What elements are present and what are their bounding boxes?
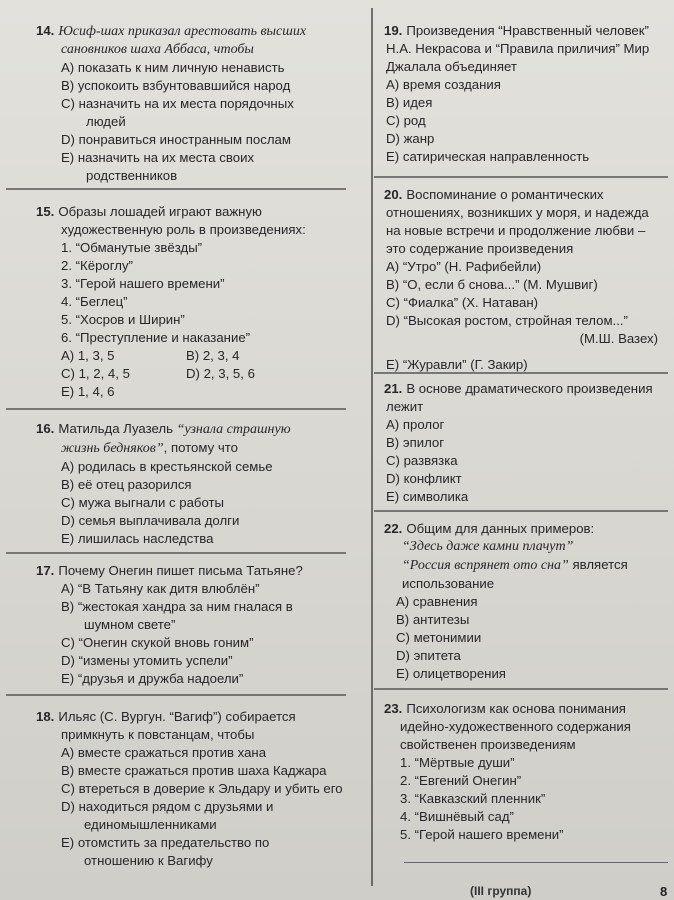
question-number: 19. bbox=[384, 23, 403, 38]
option-b-cont: шумном свете” bbox=[84, 617, 176, 632]
option-a: A) пролог bbox=[386, 417, 445, 432]
question-text: примкнуть к повстанцам, чтобы bbox=[61, 727, 255, 742]
option-e: E) “друзья и дружба надоели” bbox=[61, 671, 244, 686]
list-item: 3. “Кавказский пленник” bbox=[400, 791, 546, 806]
option-c: C) метонимии bbox=[396, 630, 482, 645]
option-b: B) эпилог bbox=[386, 435, 445, 450]
question-text: Произведения “Нравственный человек” bbox=[406, 23, 649, 38]
question-divider bbox=[374, 176, 668, 178]
question-number: 20. bbox=[384, 187, 403, 202]
option-e-cont: родственников bbox=[86, 168, 178, 183]
option-b: B) её отец разорился bbox=[61, 477, 192, 492]
question-text: , потому что bbox=[163, 440, 238, 455]
question-number: 14. bbox=[36, 23, 55, 38]
page-number: 8 bbox=[660, 884, 668, 899]
question-text: В основе драматического произведения bbox=[406, 381, 653, 396]
question-divider bbox=[374, 688, 668, 690]
question-21 bbox=[384, 380, 668, 506]
question-number: 15. bbox=[36, 204, 55, 219]
list-item: 1. “Мёртвые души” bbox=[400, 755, 515, 770]
option-b: B) вместе сражаться против шаха Каджара bbox=[61, 763, 327, 778]
option-b: B) 2, 3, 4 bbox=[186, 348, 240, 363]
option-e: E) сатирическая направленность bbox=[386, 149, 590, 164]
column-divider bbox=[371, 8, 373, 886]
option-a: A) “Утро” (Н. Рафибейли) bbox=[386, 259, 542, 274]
question-text: на новые встречи и продолжение любви – bbox=[386, 223, 646, 238]
option-b: B) антитезы bbox=[396, 612, 470, 627]
option-a: A) сравнения bbox=[396, 594, 478, 609]
question-text: отношениях, возникших у моря, и надежда bbox=[386, 205, 649, 220]
question-text: свойственен произведениям bbox=[400, 737, 576, 752]
option-b: B) успокоить взбунтовавшийся народ bbox=[61, 78, 291, 93]
list-item: 5. “Герой нашего времени” bbox=[400, 827, 564, 842]
question-text: использование bbox=[402, 576, 495, 591]
option-e: E) 1, 4, 6 bbox=[61, 384, 115, 399]
question-text: Образы лошадей играют важную bbox=[58, 204, 262, 219]
option-e-cont: отношению к Вагифу bbox=[84, 853, 213, 868]
option-c-cont: людей bbox=[86, 114, 126, 129]
list-item: 4. “Вишнёвый сад” bbox=[400, 809, 514, 824]
option-d: D) семья выплачивала долги bbox=[61, 513, 240, 528]
question-number: 16. bbox=[36, 421, 55, 436]
question-number: 22. bbox=[384, 521, 403, 536]
question-18 bbox=[36, 708, 356, 870]
list-item: 2. “Кёроглу” bbox=[61, 258, 133, 273]
question-22 bbox=[384, 520, 668, 683]
footer-text: (III группа) bbox=[470, 884, 532, 898]
option-d: D) “измены утомить успели” bbox=[61, 653, 233, 668]
question-text: Джалала объединяет bbox=[386, 59, 517, 74]
question-divider bbox=[6, 408, 346, 410]
option-d: D) находиться рядом с друзьями и bbox=[61, 799, 274, 814]
list-item: 4. “Беглец” bbox=[61, 294, 128, 309]
question-divider bbox=[374, 510, 668, 512]
options-grid bbox=[36, 347, 356, 401]
question-text: сановников шаха Аббаса, чтобы bbox=[61, 42, 254, 57]
option-d: D) жанр bbox=[386, 131, 435, 146]
option-a: A) вместе сражаться против хана bbox=[61, 745, 267, 760]
option-d: D) конфликт bbox=[386, 471, 462, 486]
option-a: A) родилась в крестьянской семье bbox=[61, 459, 273, 474]
list-item: 1. “Обманутые звёзды” bbox=[61, 240, 203, 255]
option-c: C) “Онегин скукой вновь гоним” bbox=[61, 635, 254, 650]
question-text: Юсиф-шах приказал арестовать высших bbox=[58, 24, 307, 39]
answer-line bbox=[404, 862, 668, 863]
list-item: 3. “Герой нашего времени” bbox=[61, 276, 225, 291]
question-19 bbox=[384, 22, 668, 166]
question-14 bbox=[36, 22, 356, 185]
example-quote: “Россия вспрянет ото сна” bbox=[402, 558, 569, 573]
list-item: 5. “Хосров и Ширин” bbox=[61, 312, 185, 327]
question-number: 17. bbox=[36, 563, 55, 578]
list-item: 2. “Евгений Онегин” bbox=[400, 773, 522, 788]
question-divider bbox=[374, 372, 668, 374]
question-divider bbox=[6, 188, 346, 190]
question-text: Матильда Луазель bbox=[58, 421, 177, 436]
question-text: идейно-художественного содержания bbox=[400, 719, 631, 734]
option-e: E) символика bbox=[386, 489, 469, 504]
question-17 bbox=[36, 562, 356, 688]
author-note: (М.Ш. Вазех) bbox=[579, 331, 658, 346]
option-d: D) “Высокая ростом, стройная телом...” bbox=[386, 313, 628, 328]
option-c: C) назначить на их места порядочных bbox=[61, 96, 294, 111]
option-a: A) 1, 3, 5 bbox=[61, 348, 115, 363]
option-d: D) эпитета bbox=[396, 648, 461, 663]
question-text: Почему Онегин пишет письма Татьяне? bbox=[58, 563, 303, 578]
option-c: C) род bbox=[386, 113, 426, 128]
question-number: 23. bbox=[384, 701, 403, 716]
question-divider bbox=[6, 694, 346, 696]
question-text: это содержание произведения bbox=[386, 241, 574, 256]
question-text: Ильяс (С. Вургун. “Вагиф”) собирается bbox=[58, 709, 296, 724]
question-text: Воспоминание о романтических bbox=[406, 187, 604, 202]
option-e: E) назначить на их места своих bbox=[61, 150, 255, 165]
option-e: E) олицетворения bbox=[396, 666, 506, 681]
option-a: A) время создания bbox=[386, 77, 501, 92]
option-d: D) 2, 3, 5, 6 bbox=[186, 366, 255, 381]
question-quote: “узнала страшную bbox=[176, 422, 291, 437]
list-item: 6. “Преступление и наказание” bbox=[61, 330, 251, 345]
question-number: 21. bbox=[384, 381, 403, 396]
question-text: Н.А. Некрасова и “Правила приличия” Мир bbox=[386, 41, 650, 56]
option-b: B) “жестокая хандра за ним гналася в bbox=[61, 599, 293, 614]
question-text: Психологизм как основа понимания bbox=[406, 701, 626, 716]
question-15 bbox=[36, 203, 356, 401]
question-16 bbox=[36, 420, 356, 548]
option-c: C) развязка bbox=[386, 453, 458, 468]
option-b: B) “О, если б снова...” (М. Мушвиг) bbox=[386, 277, 598, 292]
question-text: является bbox=[568, 557, 628, 572]
option-d-cont: единомышленниками bbox=[84, 817, 217, 832]
question-text: Общим для данных примеров: bbox=[406, 521, 595, 536]
option-e: E) лишилась наследства bbox=[61, 531, 214, 546]
option-a: A) “В Татьяну как дитя влюблён” bbox=[61, 581, 260, 596]
option-e: E) отомстить за предательство по bbox=[61, 835, 270, 850]
question-divider bbox=[6, 552, 346, 554]
question-text: художественную роль в произведениях: bbox=[61, 222, 306, 237]
option-e: E) “Журавли” (Г. Закир) bbox=[386, 357, 528, 372]
option-c: C) втереться в доверие к Эльдару и убить его bbox=[61, 781, 343, 796]
option-d: D) понравиться иностранным послам bbox=[61, 132, 291, 147]
option-c: C) мужа выгнали с работы bbox=[61, 495, 225, 510]
question-number: 18. bbox=[36, 709, 55, 724]
question-23 bbox=[384, 700, 668, 844]
option-b: B) идея bbox=[386, 95, 433, 110]
option-c: C) 1, 2, 4, 5 bbox=[61, 366, 130, 381]
option-c: C) “Фиалка” (Х. Натаван) bbox=[386, 295, 539, 310]
question-text: лежит bbox=[386, 399, 424, 414]
option-a: A) показать к ним личную ненависть bbox=[61, 60, 285, 75]
question-20 bbox=[384, 186, 668, 374]
example-quote: “Здесь даже камни плачут” bbox=[402, 539, 574, 554]
question-quote: жизнь бедняков” bbox=[61, 441, 164, 456]
